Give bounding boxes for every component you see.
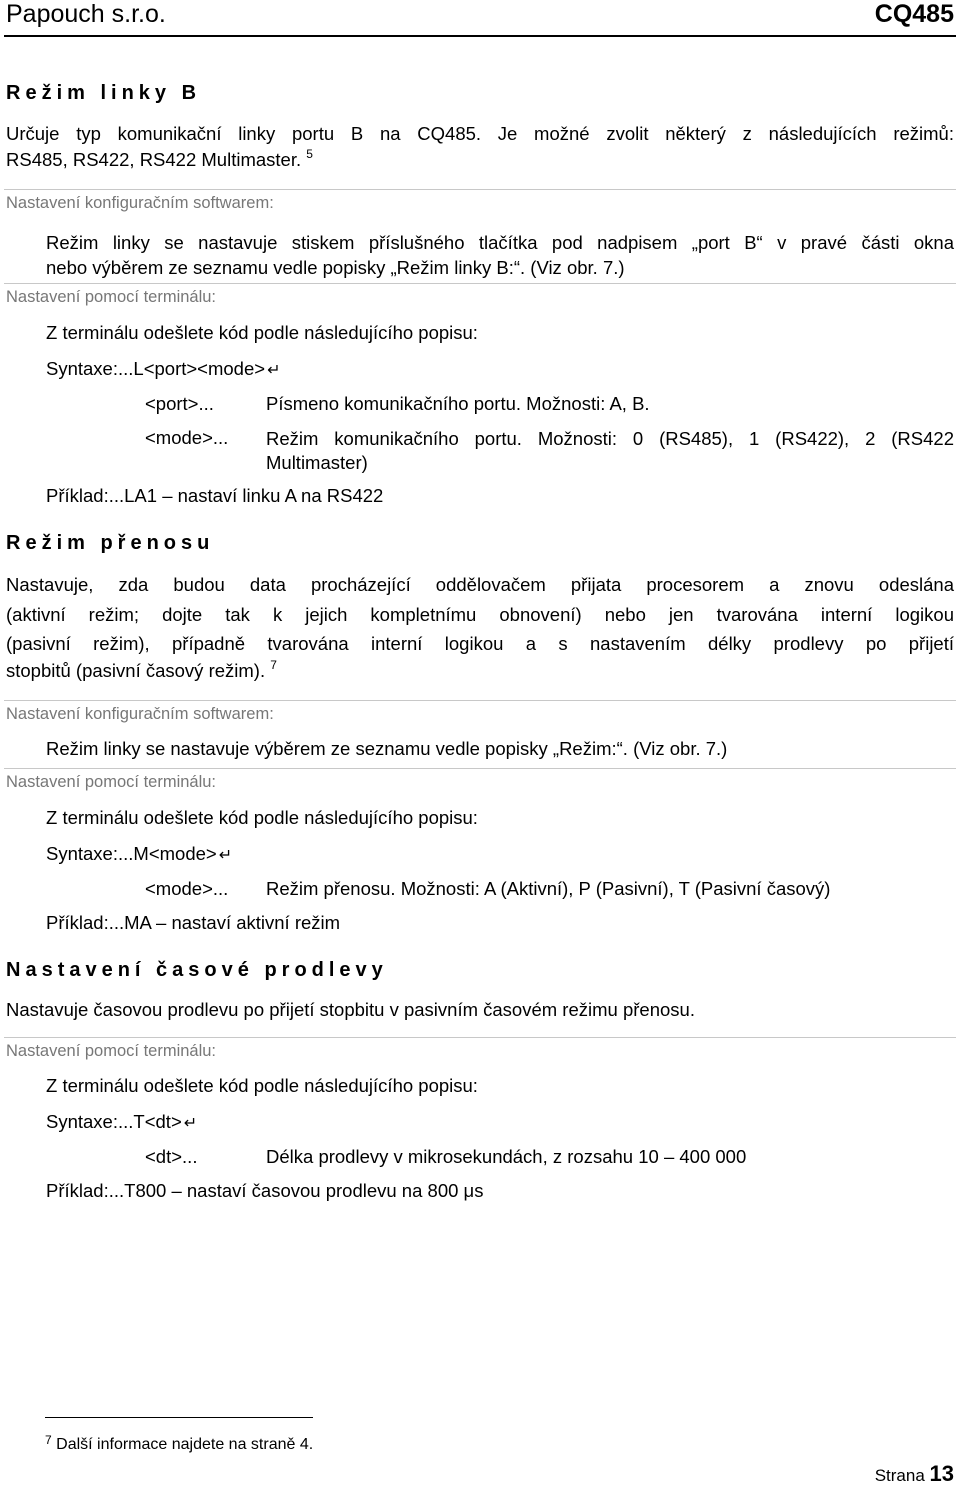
header-rule <box>4 35 956 37</box>
footnote-number: 7 <box>45 1433 52 1447</box>
divider <box>4 768 956 769</box>
transfer-intro-3: (pasivní režim), případně tvarována interní logikou a s nastavením délky prodlevy po přijetí <box>6 633 954 654</box>
page-number: Strana 13 <box>874 1461 954 1486</box>
divider <box>4 700 956 701</box>
syntax-label: Syntaxe:... <box>46 843 134 864</box>
param-name: <mode>... <box>145 427 229 448</box>
example-text: MA – nastaví aktivní režim <box>124 912 341 933</box>
enter-icon: ↵ <box>267 362 281 379</box>
param-desc: Délka prodlevy v mikrosekundách, z rozsahu 10 – 400 000 <box>266 1146 747 1167</box>
sw-label: Nastavení konfiguračním softwarem: <box>6 705 274 723</box>
terminal-label: Nastavení pomocí terminálu: <box>6 288 217 306</box>
example-line <box>46 912 340 934</box>
example-label: Příklad:... <box>46 912 125 933</box>
param-name: <port>... <box>145 393 214 414</box>
example-text: T800 – nastaví časovou prodlevu na 800 μs <box>124 1180 484 1201</box>
footnote-rule <box>45 1417 313 1418</box>
sw-text-1: Režim linky se nastavuje stiskem příslušného tlačítka pod nadpisem „port B“ v pravé části okna <box>46 232 954 253</box>
line-mode-intro-2: RS485, RS422, RS422 Multimaster. $^5$ <box>6 147 313 170</box>
terminal-label: Nastavení pomocí terminálu: <box>6 773 217 791</box>
transfer-intro-4: stopbitů (pasivní časový režim). $^7$ <box>6 658 277 681</box>
terminal-intro: Z terminálu odešlete kód podle následujícího popisu: <box>46 1075 478 1096</box>
syntax-code: M<mode> <box>133 843 217 864</box>
param-desc: Režim komunikačního portu. Možnosti: 0 (RS485), 1 (RS422), 2 (RS422 <box>266 428 954 449</box>
terminal-intro: Z terminálu odešlete kód podle následujícího popisu: <box>46 322 478 343</box>
syntax-line <box>46 843 232 865</box>
sw-text: Režim linky se nastavuje výběrem ze seznamu vedle popisky „Režim:“. (Viz obr. 7.) <box>46 738 728 759</box>
delay-intro: Nastavuje časovou prodlevu po přijetí stopbitu v pasivním časovém režimu přenosu. <box>6 999 695 1020</box>
section-title-line-mode: Režim linky B <box>6 82 202 104</box>
divider <box>4 1037 956 1038</box>
transfer-intro-2: (aktivní režim; dojte tak k jejich kompletnímu obnovení) nebo jen tvarována interní logikou <box>6 604 954 625</box>
syntax-code: T<dt> <box>133 1111 182 1132</box>
sw-label: Nastavení konfiguračním softwarem: <box>6 194 274 212</box>
footnote-ref: 5 <box>306 147 313 161</box>
terminal-label: Nastavení pomocí terminálu: <box>6 1042 217 1060</box>
param-name: <mode>... <box>145 878 229 899</box>
sw-text-2: nebo výběrem ze seznamu vedle popisky „Režim linky B:“. (Viz obr. 7.) <box>46 257 625 278</box>
syntax-line <box>46 1111 197 1133</box>
param-desc: Režim přenosu. Možnosti: A (Aktivní), P (Pasivní), T (Pasivní časový) <box>266 878 831 899</box>
example-label: Příklad:... <box>46 485 125 506</box>
section-title-transfer-mode: Režim přenosu <box>6 532 215 554</box>
terminal-intro: Z terminálu odešlete kód podle následujícího popisu: <box>46 807 478 828</box>
syntax-label: Syntaxe:... <box>46 358 134 379</box>
product-name: CQ485 <box>874 0 954 28</box>
syntax-label: Syntaxe:... <box>46 1111 134 1132</box>
example-text: LA1 – nastaví linku A na RS422 <box>124 485 384 506</box>
footnote-text: Další informace najdete na straně 4. <box>56 1436 314 1453</box>
example-line <box>46 485 383 507</box>
param-desc: Písmeno komunikačního portu. Možnosti: A, B. <box>266 393 650 414</box>
param-desc-cont: Multimaster) <box>266 452 368 473</box>
example-label: Příklad:... <box>46 1180 125 1201</box>
syntax-code: L<port><mode> <box>133 358 266 379</box>
example-line <box>46 1180 483 1202</box>
line-mode-intro-1: Určuje typ komunikační linky portu B na CQ485. Je možné zvolit některý z následujících režimů: <box>6 123 954 144</box>
enter-icon: ↵ <box>218 847 233 864</box>
divider <box>4 189 956 190</box>
enter-icon: ↵ <box>183 1115 198 1132</box>
company-name: Papouch s.r.o. <box>6 0 166 28</box>
section-title-time-delay: Nastavení časové prodlevy <box>6 959 388 981</box>
footnote-ref: 7 <box>270 658 277 672</box>
syntax-line <box>46 358 280 380</box>
footnote <box>45 1433 314 1454</box>
divider <box>4 283 956 284</box>
transfer-intro-1: Nastavuje, zda budou data procházející oddělovačem přijata procesorem a znovu odeslána <box>6 574 954 595</box>
param-name: <dt>... <box>145 1146 198 1167</box>
